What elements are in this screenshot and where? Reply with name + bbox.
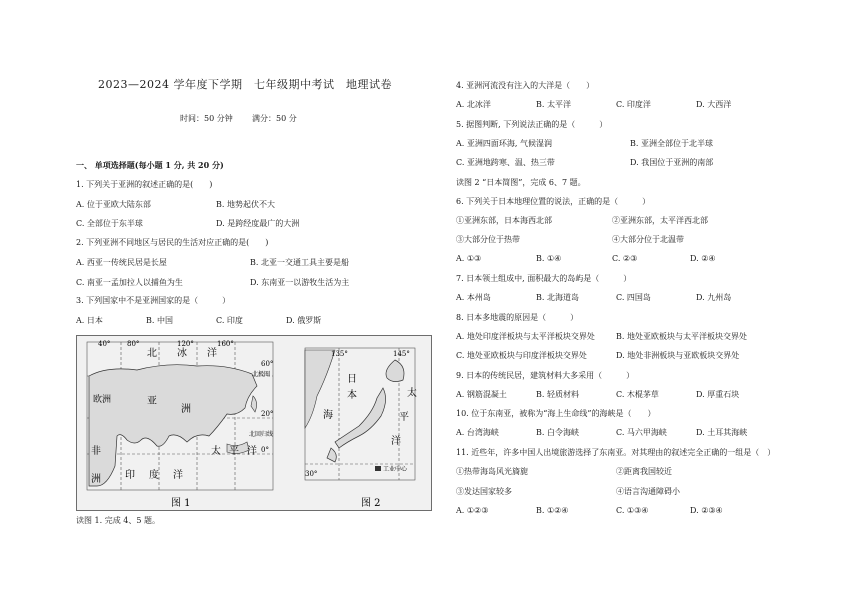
question-option: ②亚洲东部，太平洋西北部 (612, 216, 708, 225)
question-option: ①热带海岛风光旖旎 (456, 467, 528, 476)
question-option: ②距离我国较近 (616, 467, 672, 476)
question-stem: 3. 下列国家中不是亚洲国家的是（ ） (76, 296, 231, 305)
land-shape (89, 365, 257, 486)
lat-label: 20° (261, 410, 274, 418)
question-option: D. ②④ (690, 254, 716, 263)
question-option: A. 地处印度洋板块与太平洋板块交界处 (456, 332, 595, 341)
lat-label: 60° (261, 360, 274, 368)
lat-label: 30° (305, 470, 318, 478)
question-option: C. 四国岛 (616, 293, 651, 302)
map-label: 北 (147, 348, 157, 359)
question-option: C. ①③④ (616, 506, 649, 515)
map-label: 海 (323, 410, 333, 421)
question-stem: 7. 日本领土组成中, 面积最大的岛屿是（ ） (456, 274, 632, 283)
question-option: A. ①③ (456, 254, 482, 263)
map-label: 平 (229, 446, 239, 457)
map-figure (76, 335, 432, 511)
question-option: B. 白令海峡 (536, 428, 579, 437)
score-label: 满分：50 分 (252, 114, 297, 123)
question-option: A. 亚洲四面环海, 气候湿润 (456, 139, 552, 148)
map-label: 北回归线 (249, 431, 274, 438)
question-option: A. 北冰洋 (456, 100, 491, 109)
map-label: 太 (211, 446, 221, 457)
question-option: C. 南亚一孟加拉人以捕鱼为生 (76, 278, 183, 287)
question-option: ③大部分位于热带 (456, 235, 520, 244)
map-label: 洲 (181, 404, 191, 415)
map-label: 欧洲 (93, 395, 112, 405)
map-illustration (77, 336, 431, 510)
map-label: 洋 (207, 348, 217, 359)
question-option: D. 大西洋 (696, 100, 732, 109)
question-option: C. 全部位于东半球 (76, 219, 143, 228)
question-stem: 6. 下列关于日本地理位置的说法，正确的是（ ） (456, 197, 651, 206)
map-label: 太 (407, 388, 417, 399)
map-label: 洋 (391, 436, 401, 447)
question-option: C. 印度洋 (616, 100, 651, 109)
map-legend-label: 工业中心 (383, 466, 408, 473)
map-label: 冰 (177, 348, 187, 359)
reading-instruction: 读图 1. 完成 4、5 题。 (76, 516, 160, 525)
question-option: A. 本州岛 (456, 293, 491, 302)
map-label: 亚 (147, 396, 157, 407)
lon-label: 145° (393, 350, 410, 358)
map-label: 北极圈 (252, 371, 271, 378)
lon-label: 80° (127, 340, 140, 348)
question-option: B. ①②④ (536, 506, 569, 515)
time-label: 时间：50 分钟 (180, 114, 233, 123)
question-option: D. 俄罗斯 (286, 316, 322, 325)
map-label: 印 (125, 470, 135, 481)
reading-instruction: 读图 2 “日本简图”，完成 6、7 题。 (456, 178, 586, 187)
question-option: C. 印度 (216, 316, 243, 325)
question-stem: 11. 近些年，许多中国人出境旅游选择了东南亚。对其理由的叙述完全正确的一组是（ ） (456, 448, 776, 457)
map-label: 日 (347, 374, 357, 385)
map-label: 洋 (247, 446, 257, 457)
question-option: A. 位于亚欧大陆东部 (76, 200, 151, 209)
map-label: 非 (91, 446, 101, 457)
question-option: B. 中国 (146, 316, 173, 325)
question-option: C. ②③ (612, 254, 638, 263)
question-option: D. 厚重石块 (696, 390, 740, 399)
question-stem: 1. 下列关于亚洲的叙述正确的是( ) (76, 180, 213, 189)
section-heading: 一、 单项选择题(每小题 1 分, 共 20 分) (76, 160, 224, 170)
exam-title: 2023—2024 学年度下学期 七年级期中考试 地理试卷 (98, 78, 392, 91)
question-option: ④大部分位于北温带 (612, 235, 684, 244)
map-label: 度 (149, 470, 159, 481)
question-option: D. 东南亚一以游牧生活为主 (250, 278, 350, 287)
question-option: B. 北亚一交通工具主要是船 (250, 258, 349, 267)
industry-legend-icon (375, 466, 381, 471)
map-label: 洲 (91, 474, 101, 485)
question-option: B. 地处亚欧板块与太平洋板块交界处 (616, 332, 747, 341)
question-option: B. ①④ (536, 254, 562, 263)
question-option: C. 亚洲地跨寒、温、热三带 (456, 158, 555, 167)
lon-label: 135° (331, 350, 348, 358)
map-label: 平 (399, 412, 409, 423)
question-option: D. 九州岛 (696, 293, 732, 302)
lat-label: 0° (261, 446, 269, 454)
question-option: B. 亚洲全部位于北半球 (630, 139, 713, 148)
island-shape (251, 396, 257, 412)
question-option: C. 马六甲海峡 (616, 428, 667, 437)
question-option: ③发达国家较多 (456, 487, 512, 496)
lon-label: 40° (98, 340, 111, 348)
question-option: D. 土耳其海峡 (696, 428, 748, 437)
figure-caption: 图 2 (361, 498, 381, 509)
question-stem: 4. 亚洲河流没有注入的大洋是（ ） (456, 81, 595, 90)
question-option: D. ②③④ (690, 506, 723, 515)
question-stem: 5. 据图判断, 下列说法正确的是（ ） (456, 120, 608, 129)
question-option: A. 台湾海峡 (456, 428, 499, 437)
question-stem: 10. 位于东南亚，被称为“海上生命线”的海峡是（ ） (456, 409, 656, 418)
question-option: D. 是跨经度最广的大洲 (216, 219, 300, 228)
map-label: 本 (347, 390, 357, 401)
question-stem: 9. 日本的传统民居，建筑材料大多采用（ ） (456, 371, 635, 380)
question-option: A. 钢筋混凝土 (456, 390, 507, 399)
question-option: ④语言沟通障碍小 (616, 487, 680, 496)
lon-label: 120° (177, 340, 194, 348)
question-option: B. 地势起伏不大 (216, 200, 275, 209)
lon-label: 160° (217, 340, 234, 348)
map-label: 洋 (173, 470, 183, 481)
question-stem: 8. 日本多地震的原因是（ ） (456, 313, 579, 322)
question-option: A. 日本 (76, 316, 103, 325)
question-option: A. 西亚一传统民居是长屋 (76, 258, 167, 267)
question-option: ①亚洲东部，日本海西北部 (456, 216, 552, 225)
question-option: A. ①②③ (456, 506, 489, 515)
question-option: D. 我国位于亚洲的南部 (630, 158, 714, 167)
question-option: C. 地处亚欧板块与印度洋板块交界处 (456, 351, 587, 360)
figure-caption: 图 1 (171, 498, 191, 509)
question-option: B. 轻质材料 (536, 390, 579, 399)
question-stem: 2. 下列亚洲不同地区与居民的生活对应正确的是( ) (76, 238, 269, 247)
question-option: C. 木棍茅草 (616, 390, 659, 399)
question-option: B. 北海道岛 (536, 293, 579, 302)
question-option: B. 太平洋 (536, 100, 571, 109)
question-option: D. 地处非洲板块与亚欧板块交界处 (616, 351, 740, 360)
